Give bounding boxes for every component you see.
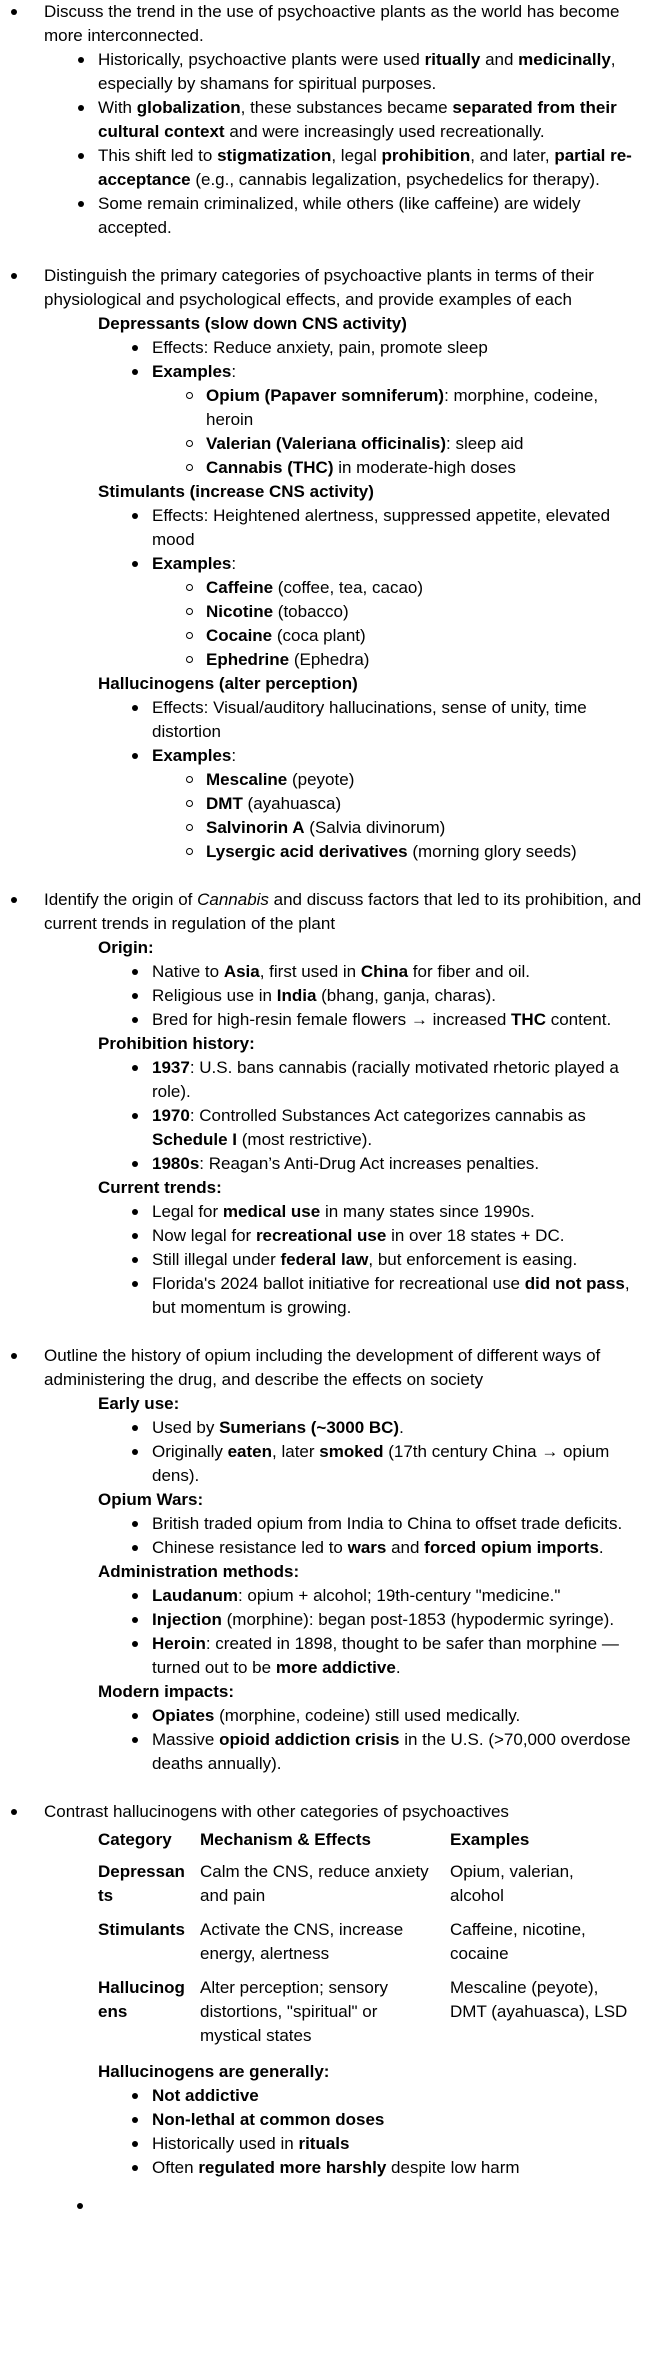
list-item: Nicotine (tobacco)	[206, 600, 642, 624]
list-item: Used by Sumerians (~3000 BC).	[152, 1416, 642, 1440]
list-item: British traded opium from India to China to offset trade deficits.	[152, 1512, 642, 1536]
list-item: Legal for medical use in many states since 1990s.	[152, 1200, 642, 1224]
list-item: Now legal for recreational use in over 18 states + DC.	[152, 1224, 642, 1248]
list-item: Cannabis (THC) in moderate-high doses	[206, 456, 642, 480]
table-cell: Depressants	[98, 1862, 185, 1905]
table-cell: Mescaline (peyote), DMT (ayahuasca), LSD	[450, 1978, 628, 2021]
section-early-use	[44, 1392, 642, 1488]
section-hallucinogens-general	[44, 2060, 642, 2180]
comparison-table	[98, 1826, 640, 2056]
section-heading: Hallucinogens are generally:	[98, 2062, 330, 2081]
list-item: Laudanum: opium + alcohol; 19th-century "medicine."	[152, 1584, 642, 1608]
list-item: Ephedrine (Ephedra)	[206, 648, 642, 672]
list-item: Examples: Mescaline (peyote) DMT (ayahuasca) Salvinorin A (Salvia divinorum) Lysergic acid derivatives (morning glory seeds)	[152, 744, 642, 864]
list-item: Opium (Papaver somniferum): morphine, codeine, heroin	[206, 384, 642, 432]
question-3	[0, 888, 642, 1320]
table-row	[98, 1916, 640, 1974]
table-cell: Hallucinogens	[98, 1978, 185, 2021]
list-item: Historically, psychoactive plants were used ritually and medicinally, especially by shamans for spiritual purposes.	[98, 48, 642, 96]
question-4-prompt: Outline the history of opium including the development of different ways of administering the drug, and describe the effects on society	[44, 1344, 642, 1392]
question-5-prompt: Contrast hallucinogens with other categories of psychoactives	[44, 1800, 642, 1824]
table-row	[98, 1858, 640, 1916]
list-item: Heroin: created in 1898, thought to be safer than morphine — turned out to be more addictive.	[152, 1632, 642, 1680]
section-heading: Early use:	[98, 1394, 180, 1413]
list-item: Lysergic acid derivatives (morning glory seeds)	[206, 840, 642, 864]
list-item: Some remain criminalized, while others (like caffeine) are widely accepted.	[98, 192, 642, 240]
list-item: Non-lethal at common doses	[152, 2108, 642, 2132]
section-administration-methods	[44, 1560, 642, 1680]
list-item: 1970: Controlled Substances Act categorizes cannabis as Schedule I (most restrictive).	[152, 1104, 642, 1152]
list-item: Opiates (morphine, codeine) still used medically.	[152, 1704, 642, 1728]
section-heading: Hallucinogens (alter perception)	[98, 674, 358, 693]
section-heading: Administration methods:	[98, 1562, 300, 1581]
question-5	[0, 1800, 642, 2180]
list-item: DMT (ayahuasca)	[206, 792, 642, 816]
section-prohibition	[44, 1032, 642, 1176]
table-header: Category	[98, 1830, 172, 1849]
list-item: Historically used in rituals	[152, 2132, 642, 2156]
list-item: Mescaline (peyote)	[206, 768, 642, 792]
section-heading: Prohibition history:	[98, 1034, 255, 1053]
list-item: Originally eaten, later smoked (17th century China → opium dens).	[152, 1440, 642, 1488]
section-origin	[44, 936, 642, 1032]
list-item: This shift led to stigmatization, legal prohibition, and later, partial re-acceptance (e.g., cannabis legalization, psychedelics for therapy).	[98, 144, 642, 192]
question-2	[0, 264, 642, 864]
list-item: With globalization, these substances became separated from their cultural context and were increasingly used recreationally.	[98, 96, 642, 144]
section-stimulants	[44, 480, 642, 672]
question-1-answers	[44, 48, 642, 240]
table-cell: Activate the CNS, increase energy, alertness	[200, 1920, 404, 1963]
question-4	[0, 1344, 642, 1776]
list-item: Massive opioid addiction crisis in the U.S. (>70,000 overdose deaths annually).	[152, 1728, 642, 1776]
table-cell: Alter perception; sensory distortions, "spiritual" or mystical states	[200, 1978, 389, 2045]
table-cell: Stimulants	[98, 1920, 185, 1939]
list-item: Examples: Opium (Papaver somniferum): morphine, codeine, heroin Valerian (Valeriana officinalis): sleep aid Cannabis (THC) in moderate-high doses	[152, 360, 642, 480]
list-item: Examples: Caffeine (coffee, tea, cacao) Nicotine (tobacco) Cocaine (coca plant) Ephedrine (Ephedra)	[152, 552, 642, 672]
section-heading: Stimulants (increase CNS activity)	[98, 482, 374, 501]
table-cell: Caffeine, nicotine, cocaine	[450, 1920, 586, 1963]
list-item: Still illegal under federal law, but enforcement is easing.	[152, 1248, 642, 1272]
table-row	[98, 1974, 640, 2056]
list-item: Valerian (Valeriana officinalis): sleep aid	[206, 432, 642, 456]
table-header-row	[98, 1826, 640, 1858]
list-item: Florida's 2024 ballot initiative for recreational use did not pass, but momentum is growing.	[152, 1272, 642, 1320]
section-opium-wars	[44, 1488, 642, 1560]
section-hallucinogens	[44, 672, 642, 864]
section-heading: Current trends:	[98, 1178, 222, 1197]
table-cell: Calm the CNS, reduce anxiety and pain	[200, 1862, 429, 1905]
section-heading: Origin:	[98, 938, 154, 957]
list-item: Effects: Reduce anxiety, pain, promote sleep	[152, 336, 642, 360]
question-1-prompt: Discuss the trend in the use of psychoactive plants as the world has become more interconnected.	[44, 0, 642, 48]
question-1	[0, 0, 642, 240]
question-2-prompt: Distinguish the primary categories of psychoactive plants in terms of their physiological and psychological effects, and provide examples of each	[44, 264, 642, 312]
list-item: Not addictive	[152, 2084, 642, 2108]
section-modern-impacts	[44, 1680, 642, 1776]
list-item: Chinese resistance led to wars and forced opium imports.	[152, 1536, 642, 1560]
list-item: Bred for high-resin female flowers → increased THC content.	[152, 1008, 642, 1032]
list-item: Salvinorin A (Salvia divinorum)	[206, 816, 642, 840]
list-item: Caffeine (coffee, tea, cacao)	[206, 576, 642, 600]
section-depressants	[44, 312, 642, 480]
list-item: Effects: Visual/auditory hallucinations, sense of unity, time distortion	[152, 696, 642, 744]
question-3-prompt: Identify the origin of Cannabis and discuss factors that led to its prohibition, and current trends in regulation of the plant	[44, 888, 642, 936]
section-heading: Depressants (slow down CNS activity)	[98, 314, 407, 333]
empty-list-item	[0, 2194, 642, 2218]
table-header: Mechanism & Effects	[200, 1830, 371, 1849]
list-item: Often regulated more harshly despite low harm	[152, 2156, 642, 2180]
list-item: Injection (morphine): began post-1853 (hypodermic syringe).	[152, 1608, 642, 1632]
table-cell: Opium, valerian, alcohol	[450, 1862, 574, 1905]
section-heading: Opium Wars:	[98, 1490, 204, 1509]
list-item: Effects: Heightened alertness, suppressed appetite, elevated mood	[152, 504, 642, 552]
section-current-trends	[44, 1176, 642, 1320]
list-item: 1937: U.S. bans cannabis (racially motivated rhetoric played a role).	[152, 1056, 642, 1104]
list-item: 1980s: Reagan’s Anti-Drug Act increases penalties.	[152, 1152, 642, 1176]
list-item: Cocaine (coca plant)	[206, 624, 642, 648]
list-item: Native to Asia, first used in China for fiber and oil.	[152, 960, 642, 984]
table-header: Examples	[450, 1830, 530, 1849]
section-heading: Modern impacts:	[98, 1682, 235, 1701]
list-item: Religious use in India (bhang, ganja, charas).	[152, 984, 642, 1008]
